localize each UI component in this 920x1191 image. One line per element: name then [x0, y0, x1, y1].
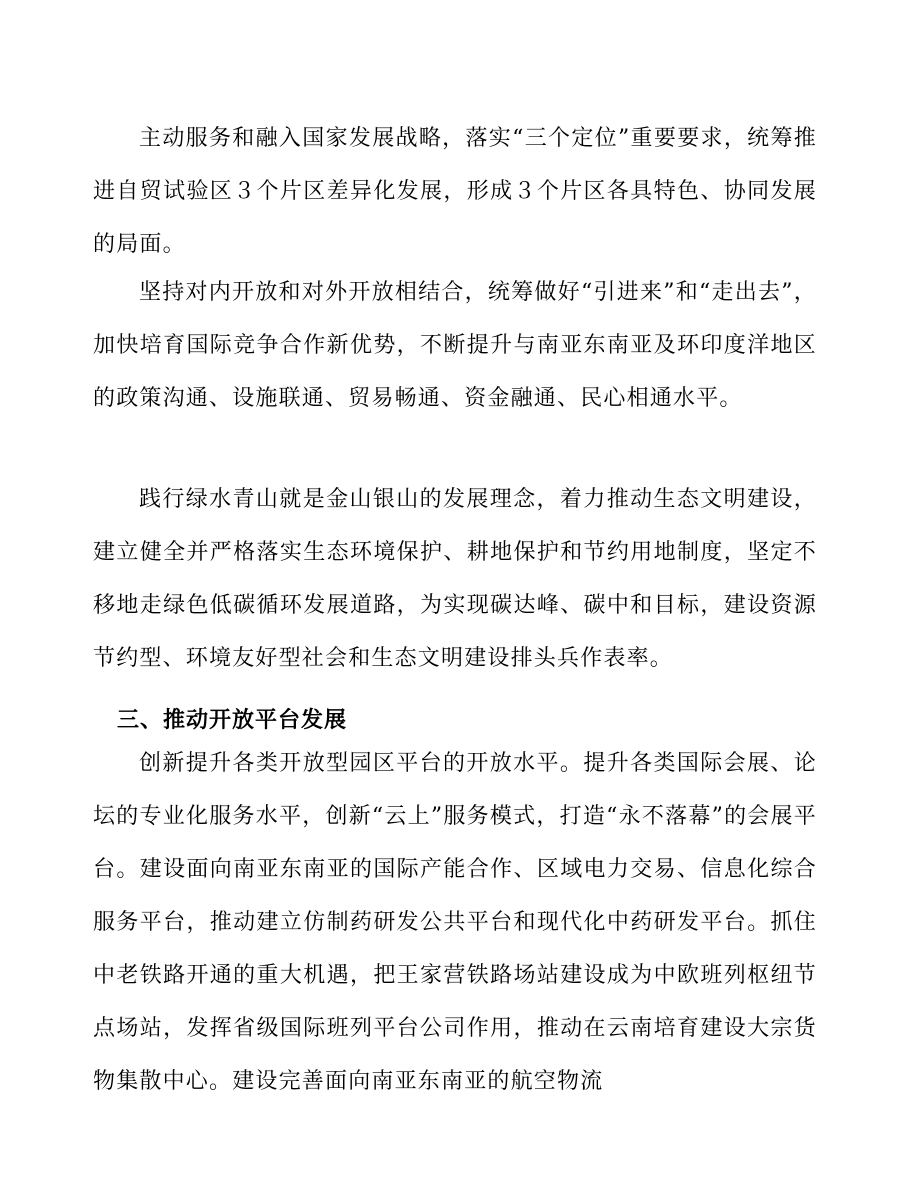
paragraph-opening-up: 坚持对内开放和对外开放相结合，统筹做好“引进来”和“走出去”，加快培育国际竞争合作新优势，不断提升与南亚东南亚及环印度洋地区的政策沟通、设施联通、贸易畅通、资金融通、民心相通水平。	[93, 280, 817, 411]
paragraph-ecology: 践行绿水青山就是金山银山的发展理念，着力推动生态文明建设，建立健全并严格落实生态环境保护、耕地保护和节约用地制度，坚定不移地走绿色低碳循环发展道路，为实现碳达峰、碳中和目标，建设资源节约型、环境友好型社会和生态文明建设排头兵作表率。	[93, 487, 817, 671]
section-heading: 三、推动开放平台发展	[117, 708, 348, 733]
paragraph-strategy: 主动服务和融入国家发展战略，落实“三个定位”重要要求，统筹推进自贸试验区３个片区差异化发展，形成３个片区各具特色、协同发展的局面。	[93, 126, 817, 257]
paragraph-open-platforms: 创新提升各类开放型园区平台的开放水平。提升各类国际会展、论坛的专业化服务水平，创新“云上”服务模式，打造“永不落幕”的会展平台。建设面向南亚东南亚的国际产能合作、区域电力交易、信息化综合服务平台，推动建立仿制药研发公共平台和现代化中药研发平台。抓住中老铁路开通的重大机遇，把王家营铁路场站建设成为中欧班列枢纽节点场站，发挥省级国际班列平台公司作用，推动在云南培育建设大宗货物集散中心。建设完善面向南亚东南亚的航空物流	[93, 751, 817, 1094]
